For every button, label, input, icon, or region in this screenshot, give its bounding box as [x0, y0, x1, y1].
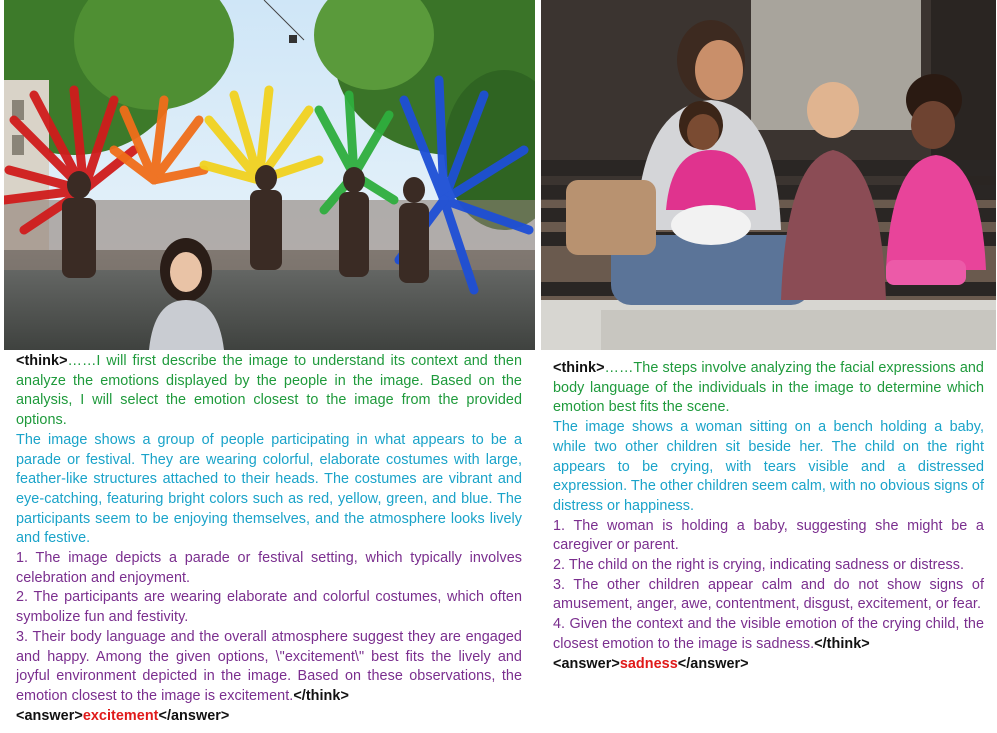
right-answer-line: [553, 655, 984, 675]
left-step-3-paragraph: [16, 628, 522, 707]
right-step-4: 4. Given the context and the visible emotion of the crying child, the closest emotion to the image is sadness.: [553, 616, 984, 652]
left-think-open-tag: <think>: [16, 353, 68, 369]
right-description-paragraph: The image shows a woman sitting on a bench holding a baby, while two other children sit beside her. The child on the right appears to be crying, with tears visible and a distressed expression. The other children seem calm, with no obvious signs of distress or happiness.: [553, 419, 984, 514]
right-think-open-tag: <think>: [553, 360, 605, 376]
parade-balloon-costumes-photo: [4, 0, 535, 350]
right-step-2: 2. The child on the right is crying, indicating sadness or distress.: [553, 557, 965, 574]
left-answer-open-tag: <answer>: [16, 707, 83, 724]
right-step-1: 1. The woman is holding a baby, suggesting she might be a caregiver or parent.: [553, 517, 984, 554]
right-reasoning-text: [553, 359, 984, 674]
left-reasoning-text: [16, 352, 522, 726]
right-think-close-tag: </think>: [814, 635, 870, 652]
left-step-1: 1. The image depicts a parade or festival setting, which typically involves celebration and enjoyment.: [16, 550, 522, 586]
left-intro-text: ……I will first describe the image to understand its context and then analyze the emotions displayed by the people in the image. Based on the analysis, I will select the emotion closest to the image from the provided options.: [16, 353, 522, 429]
left-answer-close-tag: </answer>: [158, 707, 230, 724]
left-answer-line: [16, 707, 522, 727]
right-intro-paragraph: [553, 359, 984, 418]
left-answer-value: excitement: [82, 707, 159, 724]
left-intro-paragraph: [16, 352, 522, 431]
right-step-3: 3. The other children appear calm and do not show signs of amusement, anger, awe, contentment, disgust, excitement, or fear.: [553, 576, 984, 613]
left-step-2: 2. The participants are wearing elaborate and colorful costumes, which often symbolize fun and festivity.: [16, 589, 522, 626]
left-step-3: 3. Their body language and the overall atmosphere suggest they are engaged and happy. Among the given options, \"excitement\" best fits the lively and joyful environment depicted in the image. Based on these observations, the emotion closest to the image is excitement.: [16, 628, 522, 704]
right-answer-close-tag: </answer>: [677, 655, 749, 672]
left-description-paragraph: The image shows a group of people participating in what appears to be a parade or festival. They are wearing colorful, elaborate costumes with large, feather-like structures attached to their heads. The costumes are vibrant and eye-catching, featuring bright colors such as red, yellow, green, and blue. The participants seem to be enjoying themselves, and the atmosphere looks lively and festive.: [16, 431, 522, 547]
woman-children-bench-photo: [541, 0, 996, 350]
right-answer-value: sadness: [619, 655, 678, 672]
right-step-4-paragraph: [553, 615, 984, 654]
right-intro-text: ……The steps involve analyzing the facial expressions and body language of the individuals in the image to determine which emotion best fits the scene.: [553, 360, 984, 416]
parade-photo-illustration: [4, 0, 535, 350]
bench-photo-illustration: [541, 0, 996, 350]
right-answer-open-tag: <answer>: [553, 655, 620, 672]
left-think-close-tag: </think>: [293, 687, 349, 704]
